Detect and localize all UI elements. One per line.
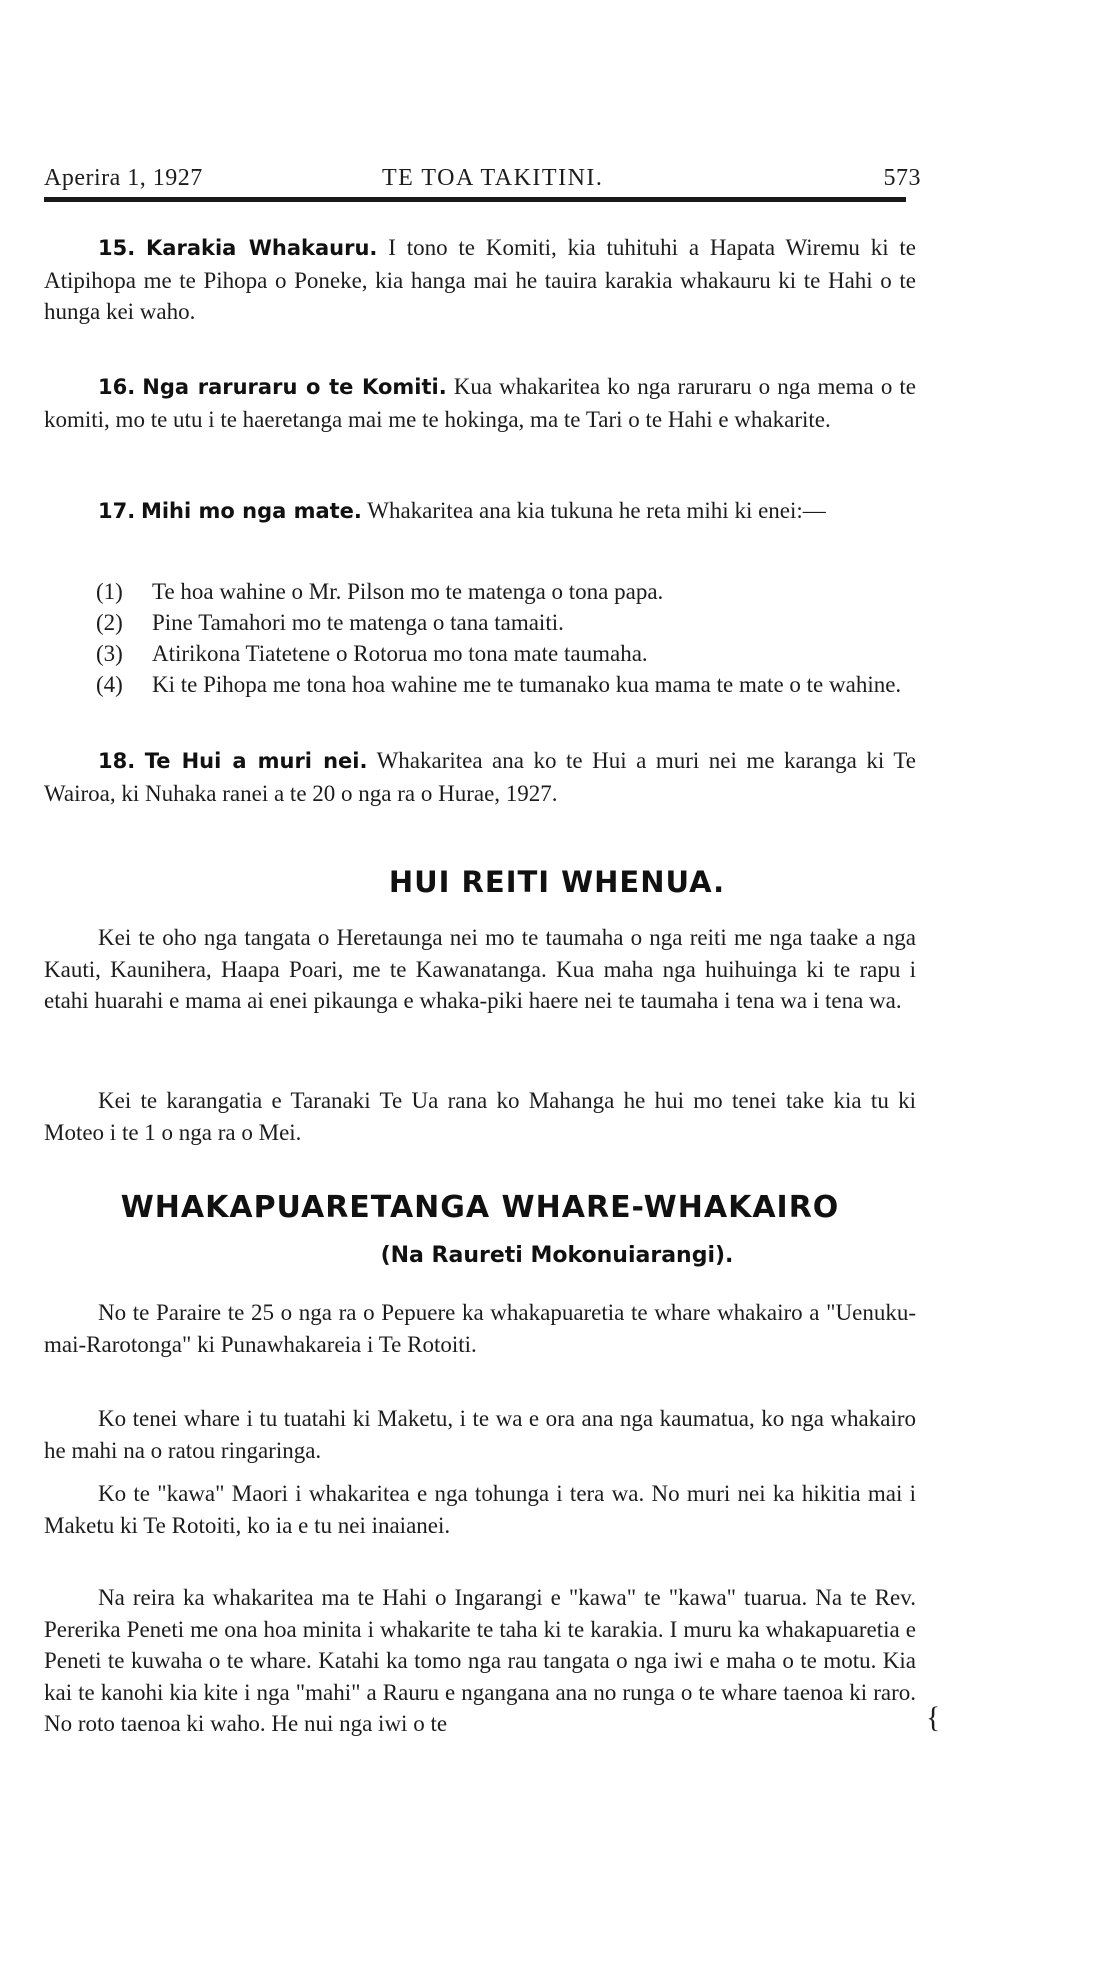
header-page-number: 573 — [883, 165, 921, 191]
article-paragraph: Ko tenei whare i tu tuatahi ki Maketu, i te wa e ora ana nga kaumatua, ko nga whakairo he mahi na o ratou ringaringa. — [44, 1406, 916, 1463]
list-item — [96, 638, 916, 669]
item-15-paragraph — [44, 232, 916, 328]
item-title: Karakia Whakauru. — [146, 236, 378, 260]
list-item-index: (2) — [96, 610, 123, 635]
header-title: TE TOA TAKITINI. — [382, 165, 604, 191]
header-rule — [44, 197, 906, 202]
item-number: 15. — [98, 236, 136, 260]
item-title: Mihi mo nga mate. — [140, 499, 362, 523]
item-number: 17. — [98, 499, 136, 523]
whare-paragraph-3 — [44, 1478, 916, 1541]
item-text: I tono te Komiti, kia tuhituhi a Hapata Wiremu ki te Atipihopa me te Pihopa o Poneke, kia hanga mai he tauira karakia whakauru ki te Hahi o te hunga kei waho. — [44, 235, 917, 324]
item-text: Kua whakaritea ko nga raruraru o nga mema o te komiti, mo te utu i te haeretanga mai me te hokinga, ma te Tari o te Hahi e whakarite. — [44, 374, 917, 432]
condolence-list — [96, 576, 916, 700]
item-16-paragraph — [44, 371, 916, 435]
item-18-paragraph — [44, 745, 916, 809]
whare-paragraph-4 — [44, 1582, 916, 1740]
list-item-index: (1) — [96, 579, 123, 604]
article-paragraph: No te Paraire te 25 o nga ra o Pepuere ka whakapuaretia te whare whakairo a "Uenuku-mai-Rarotonga" ki Punawhakareia i Te Rotoiti. — [44, 1300, 916, 1357]
list-item — [96, 576, 916, 607]
item-text: Whakaritea ana ko te Hui a muri nei me karanga ki Te Wairoa, ki Nuhaka ranei a te 20 o nga ra o Hurae, 1927. — [44, 748, 916, 806]
whare-paragraph-1 — [44, 1297, 916, 1360]
list-item-text: Ki te Pihopa me tona hoa wahine me te tumanako kua mama te mate o te wahine. — [152, 672, 902, 697]
article-byline: (Na Raureti Mokonuiarangi). — [380, 1243, 734, 1268]
article-paragraph: Kei te karangatia e Taranaki Te Ua rana ko Mahanga he hui mo tenei take kia tu ki Moteo i te 1 o nga ra o Mei. — [44, 1088, 916, 1145]
item-title: Nga raruraru o te Komiti. — [142, 375, 447, 399]
list-item-index: (3) — [96, 641, 123, 666]
list-item-text: Atirikona Tiatetene o Rotorua mo tona mate taumaha. — [152, 641, 648, 666]
article-paragraph: Ko te "kawa" Maori i whakaritea e nga tohunga i tera wa. No muri nei ka hikitia mai i Maketu ki Te Rotoiti, ko ia e tu nei inaianei. — [44, 1481, 916, 1538]
item-17 — [44, 495, 916, 528]
item-15 — [44, 232, 916, 328]
header-date: Aperira 1, 1927 — [44, 165, 203, 191]
list-item-index: (4) — [96, 672, 123, 697]
running-head — [44, 165, 921, 195]
list-item-text: Te hoa wahine o Mr. Pilson mo te matenga o tona papa. — [152, 579, 664, 604]
list-item — [96, 607, 916, 638]
item-title: Te Hui a muri nei. — [144, 749, 368, 773]
item-number: 16. — [98, 375, 136, 399]
item-16 — [44, 371, 916, 435]
whare-paragraph-2 — [44, 1403, 916, 1466]
list-item-text: Pine Tamahori mo te matenga o tana tamaiti. — [152, 610, 564, 635]
hui-reiti-paragraph-2 — [44, 1085, 916, 1148]
item-text: Whakaritea ana kia tukuna he reta mihi ki enei:— — [367, 498, 826, 523]
article-paragraph: Kei te oho nga tangata o Heretaunga nei mo te taumaha o nga reiti me nga taake a nga Kauti, Kaunihera, Haapa Poari, me te Kawanatanga. Kua maha nga huihuinga ki te rapu i etahi huarahi e mama ai enei pikaunga e whaka-piki haere nei te taumaha i tena wa i tena wa. — [44, 925, 916, 1013]
item-number: 18. — [98, 749, 136, 773]
item-17-paragraph — [44, 495, 916, 528]
item-18 — [44, 745, 916, 809]
list-item — [96, 669, 916, 700]
hui-reiti-paragraph-1 — [44, 922, 916, 1017]
section-heading-whakapuaretanga: WHAKAPUARETANGA WHARE-WHAKAIRO — [120, 1190, 840, 1225]
section-heading-hui-reiti: HUI REITI WHENUA. — [388, 865, 726, 899]
article-paragraph: Na reira ka whakaritea ma te Hahi o Ingarangi e "kawa" te "kawa" tuarua. Na te Rev. Pererika Peneti me ona hoa minita i whakarite te taha ki te karakia. I muru ka whakapuaretia e Peneti te kuwaha o te whare. Katahi ka tomo nga rau tangata o nga iwi e maha o te motu. Kia kai te kanohi kia kite i nga "mahi" a Rauru e ngangana ana no runga o te whare taenoa ki raro. No roto taenoa ki waho. He nui nga iwi o te — [44, 1585, 916, 1736]
margin-brace-mark: { — [926, 1701, 941, 1734]
